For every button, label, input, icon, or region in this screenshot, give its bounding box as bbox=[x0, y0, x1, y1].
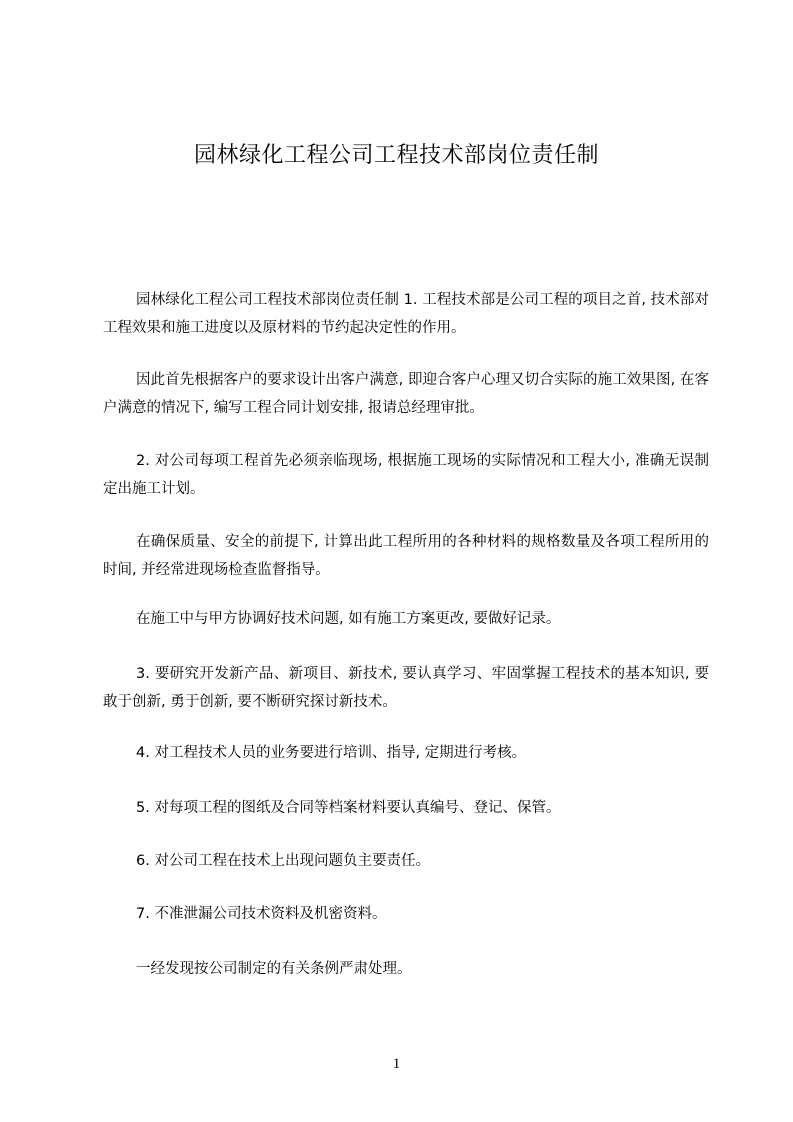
paragraph-2: 因此首先根据客户的要求设计出客户满意, 即迎合客户心理又切合实际的施工效果图, 在客户满意的情况下, 编写工程合同计划安排, 报请总经理审批。 bbox=[103, 372, 709, 416]
paragraph-10: 7. 不准泄漏公司技术资料及机密资料。 bbox=[136, 906, 387, 922]
paragraph-6: 3. 要研究开发新产品、新项目、新技术, 要认真学习、牢固掌握工程技术的基本知识, 要敢于创新, 勇于创新, 要不断研究探讨新技术。 bbox=[103, 666, 709, 710]
page-number: 1 bbox=[392, 1056, 401, 1072]
paragraph-5: 在施工中与甲方协调好技术问题, 如有施工方案更改, 要做好记录。 bbox=[136, 611, 561, 627]
paragraph-8: 5. 对每项工程的图纸及合同等档案材料要认真编号、登记、保管。 bbox=[136, 800, 561, 816]
paragraph-9: 6. 对公司工程在技术上出现问题负主要责任。 bbox=[136, 853, 430, 869]
paragraph-1: 园林绿化工程公司工程技术部岗位责任制 1. 工程技术部是公司工程的项目之首, 技术部对工程效果和施工进度以及原材料的节约起决定性的作用。 bbox=[103, 292, 709, 336]
paragraph-4: 在确保质量、安全的前提下, 计算出此工程所用的各种材料的规格数量及各项工程所用的时间, 并经常进现场检查监督指导。 bbox=[103, 534, 709, 578]
paragraph-7: 4. 对工程技术人员的业务要进行培训、指导, 定期进行考核。 bbox=[136, 745, 527, 761]
paragraph-3: 2. 对公司每项工程首先必须亲临现场, 根据施工现场的实际情况和工程大小, 准确无误制定出施工计划。 bbox=[103, 453, 709, 497]
page-title: 园林绿化工程公司工程技术部岗位责任制 bbox=[193, 143, 599, 168]
paragraph-11: 一经发现按公司制定的有关条例严肃处理。 bbox=[136, 961, 412, 977]
